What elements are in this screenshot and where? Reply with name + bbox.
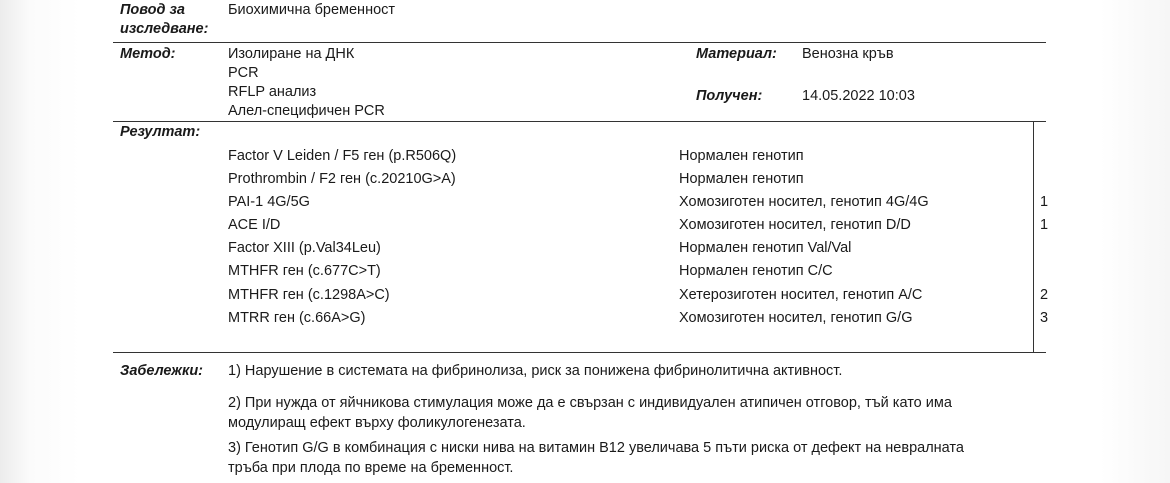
note-item: 2) При нужда от яйчникова стимулация може да е свързан с индивидуален атипичен отговор, тъй като има модулиращ ефект върху фоликулогенезата. [228,395,952,431]
reason-label: Повод за [120,2,185,18]
material-value: Венозна кръв [802,46,894,62]
divider-results-bottom [113,352,1046,353]
method-item: Алел-специфичен PCR [228,103,385,119]
result-note-ref: 1 [1040,194,1049,210]
results-label: Резултат: [120,124,201,140]
result-value: Хомозиготен носител, генотип G/G [679,310,913,326]
result-value: Нормален генотип [679,148,804,164]
divider-top [113,42,1046,43]
result-test: ACE I/D [228,217,281,233]
result-test: MTHFR ген (c.677C>T) [228,263,381,279]
note-item: 3) Генотип G/G в комбинация с ниски нива на витамин B12 увеличава 5 пъти риска от дефект на невралната тръба при плода по време на бременност. [228,440,964,476]
result-test: Factor XIII (p.Val34Leu) [228,240,381,256]
result-note-ref: 3 [1040,310,1049,326]
result-value: Хомозиготен носител, генотип 4G/4G [679,194,929,210]
material-label: Материал: [696,46,777,62]
method-label: Метод: [120,46,176,62]
result-value: Хетерозиготен носител, генотип A/C [679,287,923,303]
result-note-ref: 2 [1040,287,1049,303]
result-value: Нормален генотип Val/Val [679,240,852,256]
method-item: RFLP анализ [228,84,317,100]
reason-label-cont: изследване: [120,21,209,37]
reason-value: Биохимична бременност [228,2,396,18]
result-test: PAI-1 4G/5G [228,194,310,210]
result-test: MTHFR ген (c.1298A>C) [228,287,390,303]
received-value: 14.05.2022 10:03 [802,88,915,104]
result-value: Нормален генотип [679,171,804,187]
result-value: Хомозиготен носител, генотип D/D [679,217,911,233]
results-note-column-divider [1033,122,1034,352]
result-note-ref: 1 [1040,217,1049,233]
divider-results-top [113,121,1046,122]
note-item: 1) Нарушение в системата на фибринолиза, риск за понижена фибринолитична активност. [228,363,843,379]
method-item: PCR [228,65,259,81]
received-label: Получен: [696,88,763,104]
result-test: MTRR ген (c.66A>G) [228,310,366,326]
result-test: Factor V Leiden / F5 ген (p.R506Q) [228,148,457,164]
method-item: Изолиране на ДНК [228,46,355,62]
result-test: Prothrombin / F2 ген (c.20210G>A) [228,171,456,187]
notes-label: Забележки: [120,363,204,379]
result-value: Нормален генотип C/C [679,263,833,279]
